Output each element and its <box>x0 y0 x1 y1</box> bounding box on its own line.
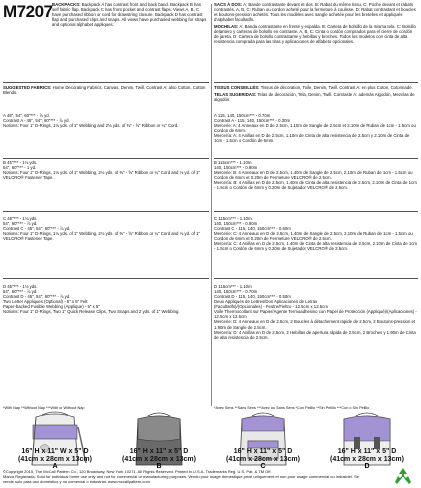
divider <box>214 158 418 159</box>
intro-text: Backpack A has contrast front and back band. Backpack B has self fabric flap. Backpack C has front pocket and contrast flaps. Views A, B, C have purchased ribbon or cord for drawstring closure. Backpack D has contrast flap and purchased clips and snaps. All views have purchased webbing for straps and optional alphabet appliques. <box>52 2 207 28</box>
yardage-view-b: B 45"*** - 1⅛ yds. 54", 60"*** - 1 yd. Notions: Four 1" D-Rings, 1⅛ yds. of 1" Webbing, 2⅛ yds. of ⅜" - ⅝" Ribbon or ¼" Cord and ⅛ yd. of 1" VELCRO® Fastener Tape. <box>3 160 201 181</box>
metric-view-a: A 115, 140, 150cm*** - 0.70m Contrast A - 115, 140, 150cm*** - 0.30m Mercerie: A: 4 Anneaux en D de 2.5cm, 1.10m de Sangle de 2.5cm et 2.10m de Ruban de 1cm - 1.5cm ou Cordon de 6mm. Mercería: A: 4 Anillas en D de 2.5cm, 1.10m de Cinta de alta resistencia de 2.5cm y 2.10m de Cinta de 1cm - 1.5cm o Cordón de 6mm. <box>214 113 416 144</box>
yardage-view-d: D 45"*** - 1⅛ yds. 54", 60"*** - ⅞ yd. Contrast D - 45", 54", 60"*** - ⅞ yd. Two Letter Appliques (Optional) - 5" x 5" Felt Paper-backed Fusible Webbing (Applique) - 5" x 5" Notions: Four 1" D-Rings, Two 1" Quick Release Clips, Two Snaps and 2 yds. of 1" Webbing. <box>3 284 180 315</box>
mochilas-text: A: Banda contrastante en frente y espalda. B: Cartera de bolsillo de la misma tela. C: Bolsillo delantero y carteras de bolsillo en contraste. A, B, C: Cinta o cordón comprados para el cierre de cordón de jareta. D: Cartera de bolsillo contrastante y hebillas y broches. Todos los modelos con cinta de alta resistencia comprada para las tiras y aplicaciones de alfabeto opcionales. <box>214 23 416 44</box>
fabrics-french-spanish <box>214 85 418 103</box>
sacs-heading: SACS À DOS: <box>214 2 243 7</box>
divider <box>3 278 209 279</box>
fabrics-heading: SUGGESTED FABRICS: <box>3 85 52 90</box>
copyright-footer: ©Copyright 2015, The McCall Pattern Co., 120 Broadway, New York 10271. All Rights Reserved. Printed in U.S.A. Trademarks Reg. U.S. Pat. & TM Off. Marca Registrada. Sold for individual home use only and not for commercial or manufacturing purposes. Vendu pour usage domestique privé uniquement et non pour usage commercial ou industriel. Se vende solo para uso doméstico y no comercial o industrial. www.mccallpattern.com <box>3 469 359 484</box>
view-b-metric: (41cm x 28cm x 13cm) <box>122 456 196 464</box>
view-a-dimensions <box>6 448 104 465</box>
view-letter-c: C <box>260 463 266 469</box>
view-b-dimensions <box>110 448 208 465</box>
divider <box>214 211 418 212</box>
metric-view-b: B 115cm*** - 1.10m 140, 150cm*** - 0.90m Mercerie: B: 4 Anneaux en D de 2.5cm, 1.40m de Sangle de 2.5cm, 2.10m de Ruban de 1cm - 1.5cm ou Cordon de 6mm et 0.20m de Fermeture VELCRO® de 2.5cm. Mercería: B: 4 Anillas en D de 2.5cm, 1.40m de Cinta de alta resistencia de 2.5cm, 2.10m de Cinta de 1cm - 1.5cm o Cordón de 6mm y 0.20m de Sujetador VELCRO® de 2.5cm. <box>214 160 417 191</box>
divider <box>214 82 418 83</box>
divider <box>3 158 209 159</box>
divider <box>3 211 209 212</box>
metric-view-c: C 115cm*** - 1.10m 140, 150cm*** - 0.90m Contrast C - 115, 140, 150cm*** - 0.60m Mercerie: C: 4 Anneaux en D de 2.5cm, 1.40m de Sangle de 2.5cm, 2.10m de Ruban de 1cm - 1.5cm ou Cordon de 6mm et 0.20m de Fermeture VELCRO® de 2.5cm. Mercería: C: 4 Anillas en D de 2.5cm, 1.40m de Cinta de alta resistencia de 2.5cm, 2.10m de Cinta de 1cm - 1.5cm o Cordón de 6mm y 0.20m de Sujetador VELCRO® de 2.5cm. <box>214 216 418 252</box>
intro-heading: BACKPACKS: <box>52 2 81 7</box>
recycle-icon <box>392 466 414 486</box>
view-a-size: 16" H x 11" W x 5" D <box>21 448 89 455</box>
divider <box>3 82 209 83</box>
sacs-text: A: Bande contrastante devant et dos. B: Rabat du même tissu. C: Poche devant et rabats contrastés. A, B, C: Ruban ou cordon acheté pour la fermeture à coulisse. D: Rabat contrastant et boucles et boutons-pression achetés. Tous les modèles avec sangle achetée pour les bretelles et appliqués d'alphabet facultatifs. <box>214 2 416 23</box>
column-divider <box>211 4 212 406</box>
fabrics-english <box>3 85 209 97</box>
view-c-dimensions <box>214 448 312 465</box>
mochilas-heading: MOCHILAS: <box>214 23 239 29</box>
tissus-heading: TISSUS CONSEILLÉS: <box>214 85 260 90</box>
pattern-code: M7207 <box>3 2 53 21</box>
telas-text: Telas de decoración, Tela, Denim, Twill. Contraste A: además Algodón, Mezclas de algodón. <box>214 91 415 102</box>
telas-heading: TELAS SUGERIDAS: <box>214 91 257 97</box>
view-d-dimensions <box>318 448 416 465</box>
intro-french-spanish <box>214 2 418 46</box>
view-b-size: 16" H x 11" x 5" D <box>129 448 189 455</box>
view-a-metric: (41cm x 28cm x 13cm) <box>18 456 92 464</box>
view-letter-b: B <box>156 463 162 469</box>
view-c-metric: (41cm x 28cm x 13cm) <box>226 456 300 464</box>
yardage-view-a: A 45", 54", 60"*** - ⅞ yd. Contrast A - 45", 54", 60"*** - ⅞ yd. Notions: Four 1" D-Rings, 1⅛ yds. of 1" Webbing and 2⅛ yds. of ⅜" - ⅝" Ribbon or ¼" Cord. <box>3 113 179 129</box>
nap-legend-english: *With Nap **Without Nap ***With or Without Nap <box>3 406 85 410</box>
view-letter-a: A <box>52 463 58 469</box>
fabrics-text: Home Decorating Fabrics, Canvas, Denim, Twill. Contrast A: also Cotton, Cotton Blends. <box>3 85 206 96</box>
tissus-text: Tissus de décoration, Toile, Denim, Twill. Contrast A: en plus Coton, Cotonnade. <box>260 85 413 90</box>
divider <box>214 278 418 279</box>
intro-english <box>52 2 208 29</box>
view-d-metric: (41cm x 28cm x 13cm) <box>330 456 404 464</box>
view-c-size: 16" H x 11" x 5" D <box>233 448 293 455</box>
yardage-view-c: C 45"*** - 1⅛ yds. 54", 60"*** - ⅞ yd. Contrast C - 45", 54", 60"*** - ⅞ yd. Notions: Four 1" D-Rings, 1⅛ yds. of 1" Webbing, 2⅛ yds. of ⅜" - ⅝" Ribbon or ¼" Cord and ⅛ yd. of 1" VELCRO® Fastener Tape. <box>3 216 201 242</box>
metric-view-d: D 115cm*** - 1.10m 140, 150cm*** - 0.70m Contrast D - 115, 140, 150cm*** - 0.50m Deux Appliqués de Lettres/Dos Aplicaciones de Letras (Facultatifs)/(Opcionales) - Feutre/Fieltro - 12.5cm x 12.5cm Voile Thermocollant sur Papier/Agente Termoadhesivo con Papel de Protección (Appliqué)/(Aplicaciones) - 12.5cm x 12.5cm Mercerie: D: 4 Anneaux en D de 2.5cm, 2 Boucles à détachement rapide de 2.5cm, 2 Boutons-pression et 1.90m de Sangle de 2.5cm. Mercería: D: 4 Anillas en D de 2.5cm, 2 Hebillas de apertura rápida de 2.5cm, 2 Broches y 1.90m de Cinta de alta resistencia de 2.5cm. <box>214 284 417 340</box>
view-letter-d: D <box>364 463 370 469</box>
view-d-size: 16" H x 11" x 5" D <box>337 448 397 455</box>
nap-legend-fr-es: *Avec Sens **Sans Sens ***Avec ou Sans Sens *Con Pelillo **Sin Pelillo ***Con o Sin Pelillo <box>214 406 370 410</box>
